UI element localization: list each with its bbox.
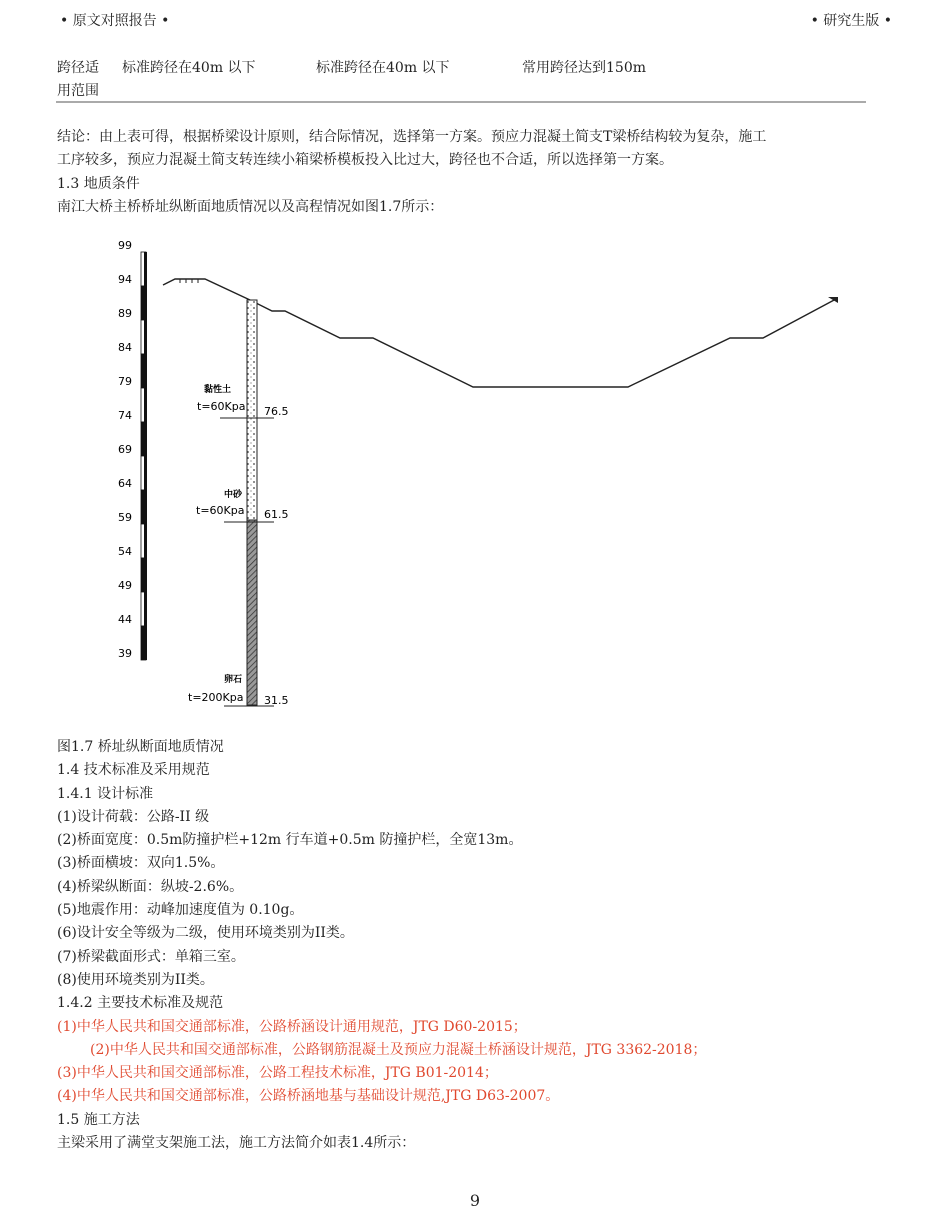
layer-name: 中砂 <box>224 490 243 500</box>
scale-label: 84 <box>118 341 132 354</box>
layer-elevation: 76.5 <box>264 405 289 418</box>
list-item: (5)地震作用：动峰加速度值为 0.10g。 <box>57 902 304 919</box>
table-row-label-cont: 用范围 <box>57 83 99 99</box>
scale-label: 59 <box>118 511 132 524</box>
layer-elevation: 31.5 <box>264 694 289 707</box>
layer-elevation: 61.5 <box>264 508 289 521</box>
elevation-scale-bar <box>118 239 147 660</box>
table-cell: 常用跨径达到150m <box>522 60 646 76</box>
scale-label: 39 <box>118 647 132 660</box>
scale-label: 54 <box>118 545 132 558</box>
scale-label: 69 <box>118 443 132 456</box>
list-item: (3)桥面横坡：双向1.5%。 <box>57 855 225 872</box>
scale-label: 44 <box>118 613 132 626</box>
figure-caption: 图1.7 桥址纵断面地质情况 <box>57 739 224 755</box>
subsection-heading: 1.4.1 设计标准 <box>57 785 154 802</box>
paragraph-line: 结论：由上表可得，根据桥梁设计原则，结合际情况，选择第一方案。预应力混凝土简支T梁桥结构较为复杂，施工 <box>57 129 767 145</box>
layer-bearing: t=60Kpa <box>196 504 245 517</box>
list-item: (2)桥面宽度：0.5m防撞护栏+12m 行车道+0.5m 防撞护栏，全宽13m。 <box>57 832 523 849</box>
ground-profile-line <box>163 279 836 387</box>
paragraph-line: 南江大桥主桥桥址纵断面地质情况以及高程情况如图1.7所示： <box>57 198 444 215</box>
scale-label: 89 <box>118 307 132 320</box>
scale-bar-edge <box>144 252 147 660</box>
header-right: • 研究生版 • <box>810 13 892 29</box>
section-heading: 1.3 地质条件 <box>57 175 140 192</box>
section-heading: 1.4 技术标准及采用规范 <box>57 762 210 779</box>
table-row-label: 跨径适 <box>57 60 99 76</box>
layer-name: 黏性土 <box>204 385 232 395</box>
section-heading: 1.5 施工方法 <box>57 1111 140 1128</box>
paragraph-line: 工序较多，预应力混凝土简支转连续小箱梁桥模板投入比过大，跨径也不合适，所以选择第一方案。 <box>57 152 673 169</box>
list-item: (4)桥梁纵断面：纵坡-2.6%。 <box>57 878 244 895</box>
layer-name: 卵石 <box>224 675 243 685</box>
list-item: (8)使用环境类别为II类。 <box>57 971 214 988</box>
layer-bearing: t=200Kpa <box>188 691 244 704</box>
scale-label: 99 <box>118 239 132 252</box>
scale-label: 94 <box>118 273 132 286</box>
scale-label: 79 <box>118 375 132 388</box>
list-item: (7)桥梁截面形式：单箱三室。 <box>57 948 245 965</box>
borehole-layer-clay-sand <box>247 300 257 520</box>
paragraph-line: 主梁采用了满堂支架施工法，施工方法简介如表1.4所示： <box>57 1135 416 1152</box>
borehole-layer-gravel <box>247 520 257 705</box>
subsection-heading: 1.4.2 主要技术标准及规范 <box>57 995 224 1012</box>
reference-item: (4)中华人民共和国交通部标准，公路桥涵地基与基础设计规范,JTG D63-2007。 <box>57 1088 560 1105</box>
reference-item: (3)中华人民共和国交通部标准，公路工程技术标准，JTG B01-2014； <box>57 1065 498 1082</box>
scale-label: 74 <box>118 409 132 422</box>
scale-label: 64 <box>118 477 132 490</box>
list-item: (6)设计安全等级为二级，使用环境类别为II类。 <box>57 925 354 942</box>
header-left: • 原文对照报告 • <box>60 13 170 29</box>
page-number: 9 <box>469 1191 481 1210</box>
standards-section <box>57 736 706 1155</box>
reference-item: (2)中华人民共和国交通部标准，公路钢筋混凝土及预应力混凝土桥涵设计规范，JTG 3362-2018； <box>90 1041 707 1058</box>
table-cell: 标准跨径在40m 以下 <box>122 60 256 76</box>
table-cell: 标准跨径在40m 以下 <box>316 60 450 76</box>
reference-item: (1)中华人民共和国交通部标准，公路桥涵设计通用规范，JTG D60-2015； <box>57 1018 527 1035</box>
scale-label: 49 <box>118 579 132 592</box>
layer-bearing: t=60Kpa <box>197 400 246 413</box>
list-item: (1)设计荷载：公路-II 级 <box>57 808 210 825</box>
